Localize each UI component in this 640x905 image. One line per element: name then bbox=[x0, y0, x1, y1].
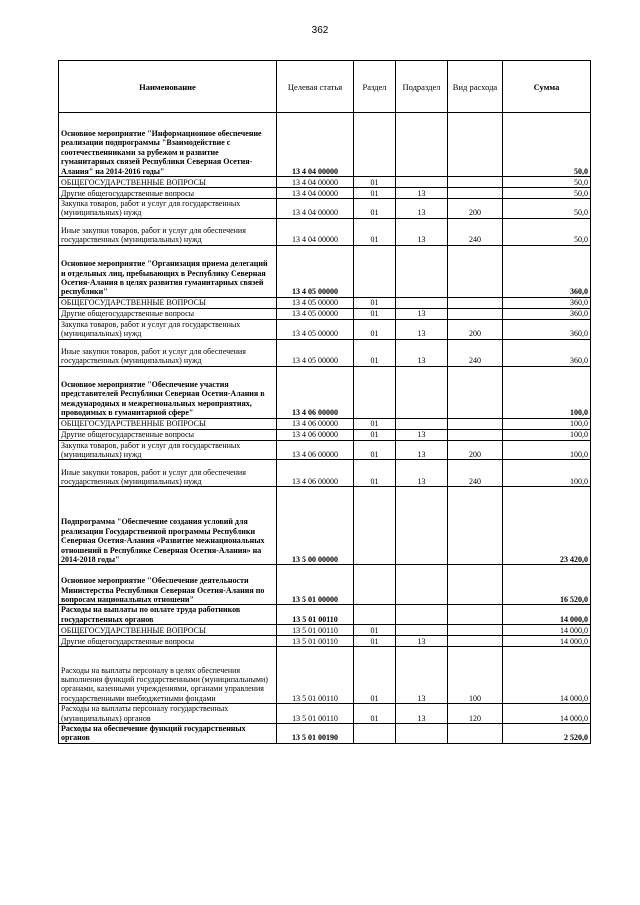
table-row bbox=[59, 199, 591, 219]
table-row bbox=[59, 625, 591, 636]
row-target-code: 13 5 00 00000 bbox=[277, 487, 354, 565]
row-name: ОБЩЕГОСУДАРСТВЕННЫЕ ВОПРОСЫ bbox=[59, 177, 277, 188]
row-amount: 100,0 bbox=[503, 460, 591, 487]
row-expense-type bbox=[448, 724, 503, 744]
row-target-code: 13 4 04 00000 bbox=[277, 188, 354, 199]
row-subsection: 13 bbox=[396, 440, 448, 460]
row-name: ОБЩЕГОСУДАРСТВЕННЫЕ ВОПРОСЫ bbox=[59, 297, 277, 308]
row-subsection: 13 bbox=[396, 308, 448, 319]
row-section: 01 bbox=[354, 339, 396, 366]
row-section: 01 bbox=[354, 429, 396, 440]
row-subsection: 13 bbox=[396, 319, 448, 339]
row-amount: 100,0 bbox=[503, 366, 591, 418]
row-name: Иные закупки товаров, работ и услуг для обеспечения государственных (муниципальных) нужд bbox=[59, 218, 277, 245]
row-subsection bbox=[396, 565, 448, 605]
row-expense-type bbox=[448, 565, 503, 605]
row-amount: 50,0 bbox=[503, 218, 591, 245]
row-expense-type: 240 bbox=[448, 339, 503, 366]
row-section bbox=[354, 245, 396, 297]
header-section: Раздел bbox=[354, 61, 396, 113]
row-section: 01 bbox=[354, 636, 396, 647]
row-expense-type: 200 bbox=[448, 199, 503, 219]
table-row bbox=[59, 418, 591, 429]
table-row bbox=[59, 177, 591, 188]
row-section: 01 bbox=[354, 625, 396, 636]
row-target-code: 13 5 01 00190 bbox=[277, 724, 354, 744]
row-expense-type: 120 bbox=[448, 704, 503, 724]
row-expense-type bbox=[448, 366, 503, 418]
row-section bbox=[354, 724, 396, 744]
row-subsection bbox=[396, 724, 448, 744]
table-row bbox=[59, 704, 591, 724]
row-expense-type: 200 bbox=[448, 440, 503, 460]
row-name: Другие общегосударственные вопросы bbox=[59, 308, 277, 319]
row-section: 01 bbox=[354, 308, 396, 319]
row-amount: 50,0 bbox=[503, 113, 591, 177]
row-name: Расходы на выплаты персоналу государственных (муниципальных) органов bbox=[59, 704, 277, 724]
table-row bbox=[59, 308, 591, 319]
row-subsection: 13 bbox=[396, 429, 448, 440]
row-name: Закупка товаров, работ и услуг для государственных (муниципальных) нужд bbox=[59, 199, 277, 219]
row-section bbox=[354, 113, 396, 177]
row-name: Другие общегосударственные вопросы bbox=[59, 188, 277, 199]
row-target-code: 13 4 06 00000 bbox=[277, 429, 354, 440]
row-target-code: 13 4 05 00000 bbox=[277, 245, 354, 297]
row-subsection bbox=[396, 366, 448, 418]
header-target: Целевая статья bbox=[277, 61, 354, 113]
row-subsection: 13 bbox=[396, 460, 448, 487]
row-subsection bbox=[396, 177, 448, 188]
header-expense-type: Вид расхода bbox=[448, 61, 503, 113]
header-name: Наименование bbox=[59, 61, 277, 113]
row-name: Расходы на выплаты персоналу в целях обеспечения выполнения функций государственными (муниципальными) органами, казенными учреждениями, органами управления государственными внебюджетными фондами bbox=[59, 647, 277, 704]
table-row bbox=[59, 297, 591, 308]
row-amount: 100,0 bbox=[503, 418, 591, 429]
table-row bbox=[59, 113, 591, 177]
row-section bbox=[354, 487, 396, 565]
row-subsection: 13 bbox=[396, 188, 448, 199]
header-amount: Сумма bbox=[503, 61, 591, 113]
row-subsection: 13 bbox=[396, 199, 448, 219]
row-section: 01 bbox=[354, 704, 396, 724]
row-target-code: 13 5 01 00110 bbox=[277, 625, 354, 636]
row-name: Другие общегосударственные вопросы bbox=[59, 636, 277, 647]
row-target-code: 13 5 01 00110 bbox=[277, 647, 354, 704]
table-row bbox=[59, 440, 591, 460]
row-target-code: 13 4 04 00000 bbox=[277, 199, 354, 219]
row-amount: 14 000,0 bbox=[503, 647, 591, 704]
row-amount: 360,0 bbox=[503, 245, 591, 297]
row-target-code: 13 4 05 00000 bbox=[277, 297, 354, 308]
row-amount: 360,0 bbox=[503, 319, 591, 339]
row-subsection: 13 bbox=[396, 704, 448, 724]
table-row bbox=[59, 188, 591, 199]
table-row bbox=[59, 605, 591, 625]
row-subsection bbox=[396, 297, 448, 308]
row-expense-type bbox=[448, 636, 503, 647]
row-target-code: 13 4 05 00000 bbox=[277, 308, 354, 319]
row-target-code: 13 5 01 00110 bbox=[277, 704, 354, 724]
row-section: 01 bbox=[354, 177, 396, 188]
row-name: Иные закупки товаров, работ и услуг для обеспечения государственных (муниципальных) нужд bbox=[59, 460, 277, 487]
row-amount: 14 000,0 bbox=[503, 625, 591, 636]
row-target-code: 13 4 06 00000 bbox=[277, 460, 354, 487]
row-section: 01 bbox=[354, 418, 396, 429]
row-target-code: 13 5 01 00110 bbox=[277, 605, 354, 625]
row-amount: 2 520,0 bbox=[503, 724, 591, 744]
row-name: ОБЩЕГОСУДАРСТВЕННЫЕ ВОПРОСЫ bbox=[59, 418, 277, 429]
row-expense-type bbox=[448, 418, 503, 429]
table-header-row bbox=[59, 61, 591, 113]
table-row bbox=[59, 565, 591, 605]
row-subsection bbox=[396, 605, 448, 625]
row-section: 01 bbox=[354, 460, 396, 487]
row-expense-type bbox=[448, 188, 503, 199]
row-expense-type bbox=[448, 625, 503, 636]
row-name: Закупка товаров, работ и услуг для государственных (муниципальных) нужд bbox=[59, 319, 277, 339]
table-row bbox=[59, 339, 591, 366]
row-name: Расходы на обеспечение функций государственных органов bbox=[59, 724, 277, 744]
table-row bbox=[59, 636, 591, 647]
row-amount: 14 000,0 bbox=[503, 636, 591, 647]
row-amount: 100,0 bbox=[503, 440, 591, 460]
row-section: 01 bbox=[354, 199, 396, 219]
row-expense-type bbox=[448, 297, 503, 308]
row-target-code: 13 4 05 00000 bbox=[277, 339, 354, 366]
row-name: Основное мероприятие "Обеспечение участия представителей Республики Северная Осетия-Алания в международных и межрегиональных мероприятиях, проводимых в гуманитарной сфере" bbox=[59, 366, 277, 418]
table-body bbox=[59, 113, 591, 744]
row-section bbox=[354, 605, 396, 625]
row-expense-type bbox=[448, 605, 503, 625]
row-amount: 14 000,0 bbox=[503, 605, 591, 625]
row-name: Иные закупки товаров, работ и услуг для обеспечения государственных (муниципальных) нужд bbox=[59, 339, 277, 366]
row-name: ОБЩЕГОСУДАРСТВЕННЫЕ ВОПРОСЫ bbox=[59, 625, 277, 636]
table-row bbox=[59, 218, 591, 245]
row-expense-type bbox=[448, 245, 503, 297]
row-name: Основное мероприятие "Обеспечение деятельности Министерства Республики Северная Осетия-Алания по вопросам национальных отношени" bbox=[59, 565, 277, 605]
row-amount: 14 000,0 bbox=[503, 704, 591, 724]
row-name: Закупка товаров, работ и услуг для государственных (муниципальных) нужд bbox=[59, 440, 277, 460]
row-section: 01 bbox=[354, 297, 396, 308]
row-amount: 100,0 bbox=[503, 429, 591, 440]
row-expense-type bbox=[448, 113, 503, 177]
row-section bbox=[354, 565, 396, 605]
row-target-code: 13 4 04 00000 bbox=[277, 113, 354, 177]
row-name: Расходы на выплаты по оплате труда работников государственных органов bbox=[59, 605, 277, 625]
row-expense-type: 200 bbox=[448, 319, 503, 339]
row-subsection: 13 bbox=[396, 218, 448, 245]
row-section: 01 bbox=[354, 188, 396, 199]
row-subsection bbox=[396, 245, 448, 297]
table-row bbox=[59, 319, 591, 339]
row-subsection bbox=[396, 418, 448, 429]
page-number: 362 bbox=[311, 25, 329, 36]
row-expense-type bbox=[448, 429, 503, 440]
row-subsection bbox=[396, 487, 448, 565]
row-target-code: 13 4 06 00000 bbox=[277, 440, 354, 460]
table-row bbox=[59, 460, 591, 487]
row-target-code: 13 5 01 00110 bbox=[277, 636, 354, 647]
row-section: 01 bbox=[354, 647, 396, 704]
table-row bbox=[59, 245, 591, 297]
row-target-code: 13 5 01 00000 bbox=[277, 565, 354, 605]
row-subsection: 13 bbox=[396, 339, 448, 366]
row-name: Подпрограмма "Обеспечение создания условий для реализации Государственной программы Республики Северная Осетия-Алания «Развитие межнациональных отношений в Республике Северная Осетия-Алания» на 2014-2018 годы" bbox=[59, 487, 277, 565]
row-expense-type bbox=[448, 308, 503, 319]
row-amount: 23 420,0 bbox=[503, 487, 591, 565]
budget-table bbox=[58, 60, 591, 744]
row-name: Основное мероприятие "Организация приема делегаций и отдельных лиц, пребывающих в Республику Северная Осетия-Алания в целях развития гуманитарных связей республики" bbox=[59, 245, 277, 297]
row-target-code: 13 4 04 00000 bbox=[277, 177, 354, 188]
row-subsection: 13 bbox=[396, 647, 448, 704]
row-subsection bbox=[396, 113, 448, 177]
row-expense-type bbox=[448, 487, 503, 565]
row-expense-type bbox=[448, 177, 503, 188]
row-amount: 360,0 bbox=[503, 339, 591, 366]
row-target-code: 13 4 05 00000 bbox=[277, 319, 354, 339]
row-amount: 50,0 bbox=[503, 199, 591, 219]
table-row bbox=[59, 487, 591, 565]
header-subsection: Подраздел bbox=[396, 61, 448, 113]
row-expense-type: 240 bbox=[448, 460, 503, 487]
row-expense-type: 100 bbox=[448, 647, 503, 704]
row-target-code: 13 4 06 00000 bbox=[277, 366, 354, 418]
row-section bbox=[354, 366, 396, 418]
row-section: 01 bbox=[354, 218, 396, 245]
row-name: Другие общегосударственные вопросы bbox=[59, 429, 277, 440]
table-row bbox=[59, 647, 591, 704]
row-amount: 50,0 bbox=[503, 177, 591, 188]
row-expense-type: 240 bbox=[448, 218, 503, 245]
table-row bbox=[59, 429, 591, 440]
row-section: 01 bbox=[354, 440, 396, 460]
row-amount: 360,0 bbox=[503, 297, 591, 308]
row-amount: 50,0 bbox=[503, 188, 591, 199]
row-target-code: 13 4 04 00000 bbox=[277, 218, 354, 245]
row-subsection: 13 bbox=[396, 636, 448, 647]
row-amount: 360,0 bbox=[503, 308, 591, 319]
table-row bbox=[59, 724, 591, 744]
table-row bbox=[59, 366, 591, 418]
row-target-code: 13 4 06 00000 bbox=[277, 418, 354, 429]
row-subsection bbox=[396, 625, 448, 636]
row-amount: 16 520,0 bbox=[503, 565, 591, 605]
row-name: Основное мероприятие "Информационное обеспечение реализации подпрограммы "Взаимодействие с соотечественниками за рубежом и развитие гуманитарных связей Республики Северная Осетия-Алания" на 2014-2016 годы" bbox=[59, 113, 277, 177]
row-section: 01 bbox=[354, 319, 396, 339]
